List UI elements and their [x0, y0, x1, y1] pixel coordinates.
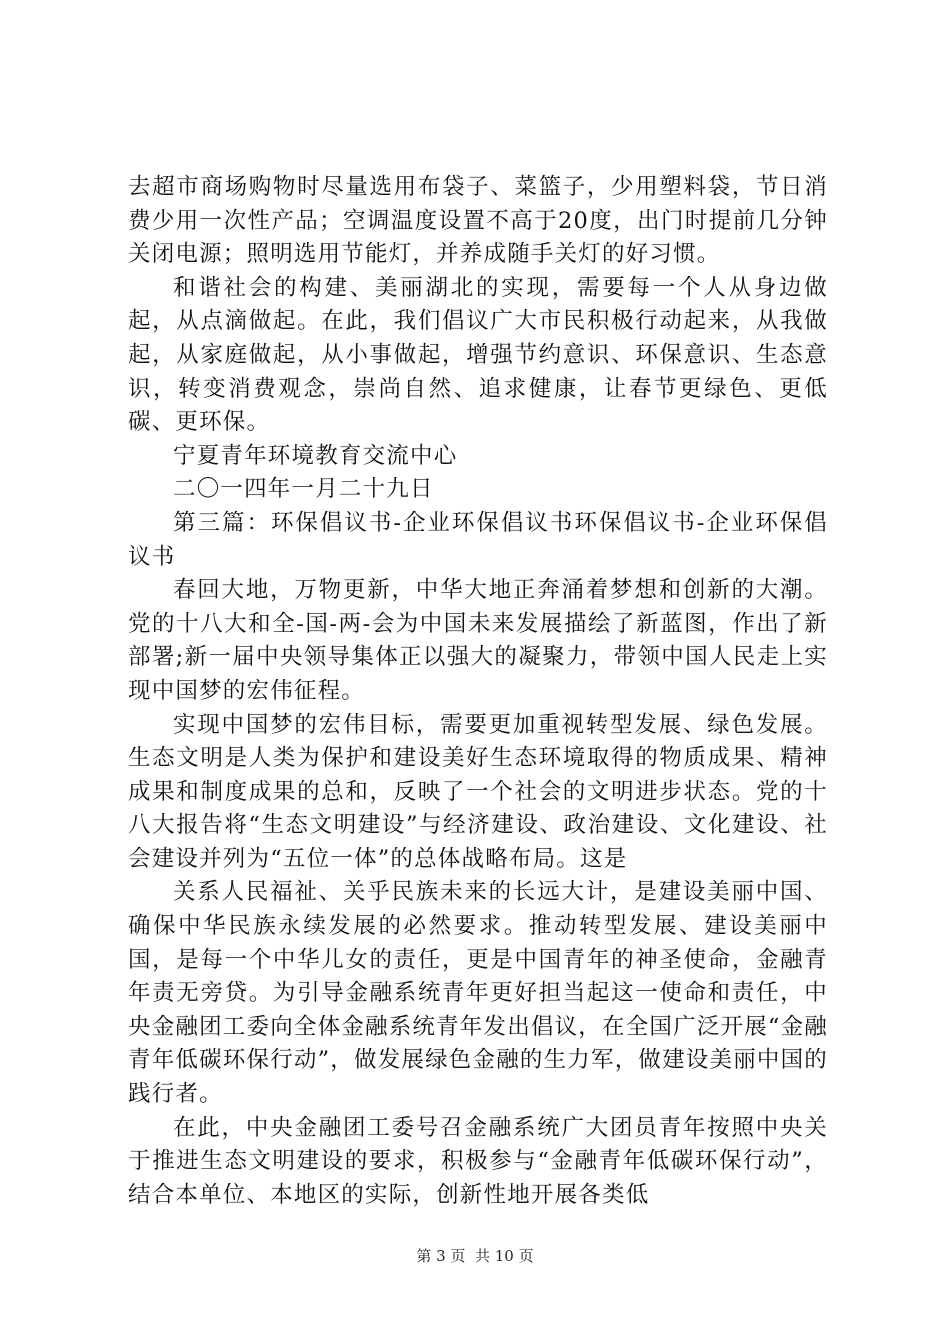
paragraph-2: 和谐社会的构建、美丽湖北的实现，需要每一个人从身边做起，从点滴做起。在此，我们倡议广大市民积极行动起来，从我做起，从家庭做起，从小事做起，增强节约意识、环保意识、生态意识，转变消费观念，崇尚自然、追求健康，让春节更绿色、更低碳、更环保。: [128, 274, 828, 436]
paragraph-6: 在此，中央金融团工委号召金融系统广大团员青年按照中央关于推进生态文明建设的要求，积极参与“金融青年低碳环保行动”，结合本单位、本地区的实际，创新性地开展各类低: [128, 1114, 828, 1208]
page-footer: [0, 1245, 950, 1266]
paragraph-1: 去超市商场购物时尽量选用布袋子、菜篮子，少用塑料袋，节日消费少用一次性产品；空调温度设置不高于20度，出门时提前几分钟关闭电源；照明选用节能灯，并养成随手关灯的好习惯。: [128, 174, 828, 268]
paragraph-4: 实现中国梦的宏伟目标，需要更加重视转型发展、绿色发展。生态文明是人类为保护和建设美好生态环境取得的物质成果、精神成果和制度成果的总和，反映了一个社会的文明进步状态。党的十八大报告将“生态文明建设”与经济建设、政治建设、文化建设、社会建设并列为“五位一体”的总体战略布局。这是: [128, 711, 828, 872]
section-heading: 第三篇：环保倡议书-企业环保倡议书环保倡议书-企业环保倡议书: [128, 509, 828, 570]
paragraph-5: 关系人民福祉、关乎民族未来的长远大计，是建设美丽中国、确保中华民族永续发展的必然要求。推动转型发展、建设美丽中国，是每一个中华儿女的责任，更是中国青年的神圣使命，金融青年责无旁贷。为引导金融系统青年更好担当起这一使命和责任，中央金融团工委向全体金融系统青年发出倡议，在全国广泛开展“金融青年低碳环保行动”，做发展绿色金融的生力军，做建设美丽中国的践行者。: [128, 879, 829, 1108]
paragraph-3: 春回大地，万物更新，中华大地正奔涌着梦想和创新的大潮。党的十八大和全-国-两-会为中国未来发展描绘了新蓝图，作出了新部署;新一届中央领导集体正以强大的凝聚力，带领中国人民走上实现中国梦的宏伟征程。: [128, 577, 828, 704]
signature-date: 二〇一四年一月二十九日: [173, 476, 434, 503]
document-body: [128, 171, 828, 1212]
signature-organization: 宁夏青年环境教育交流中心: [173, 442, 458, 469]
page-number: 第 3 页 共 10 页: [416, 1247, 534, 1265]
